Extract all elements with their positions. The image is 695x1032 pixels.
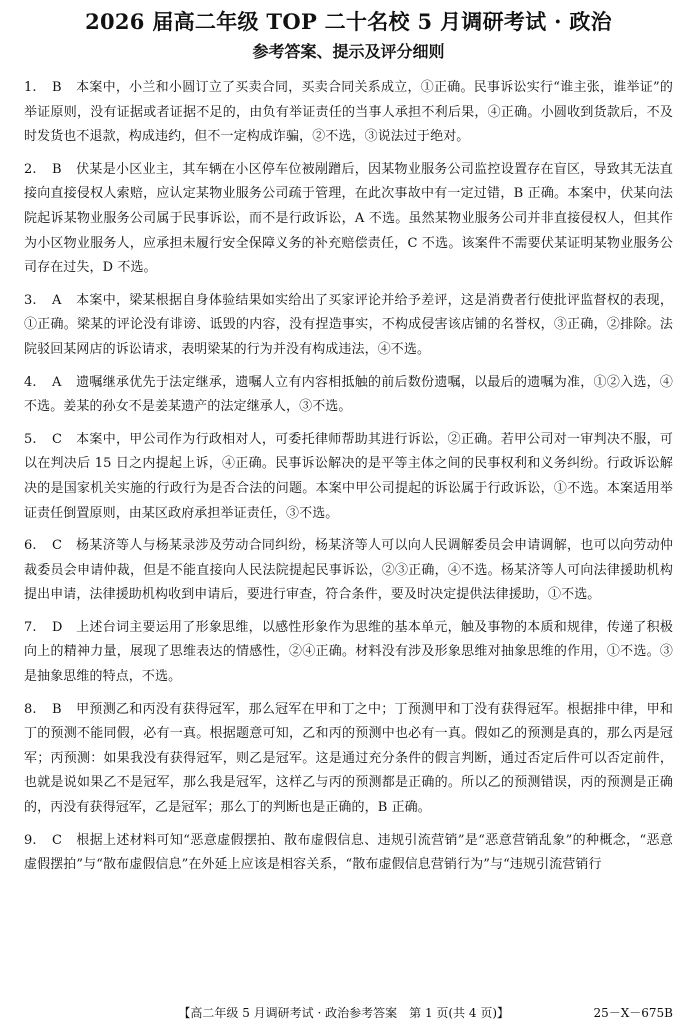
item-explanation: 上述台词主要运用了形象思维，以感性形象作为思维的基本单元，触及事物的本质和规律，传递了积极向上的精神力量，展现了思维表达的情感性，②④正确。材料没有涉及形象思维对抽象思维的作用，①不选。③是抽象思维的特点，不选。: [24, 619, 673, 685]
answer-item-5: [24, 428, 673, 526]
item-answer: C: [52, 832, 63, 848]
item-number: 5.: [24, 431, 37, 447]
footer-page-info: 【高二年级 5 月调研考试 · 政治参考答案 第 1 页(共 4 页)】: [178, 1006, 510, 1020]
item-explanation: 本案中，梁某根据自身体验结果如实给出了买家评论并给予差评，这是消费者行使批评监督权的表现，①正确。梁某的评论没有诽谤、诋毁的内容，没有捏造事实，不构成侵害该店铺的名誉权，③正确，②排除。法院驳回某网店的诉讼请求，表明梁某的行为并没有构成违法，④不选。: [24, 292, 673, 357]
item-number: 1.: [24, 80, 37, 95]
item-explanation: 甲预测乙和丙没有获得冠军，那么冠军在甲和丁之中；丁预测甲和丁没有获得冠军。根据排中律，甲和丁的预测不能同假，必有一真。根据题意可知，乙和丙的预测中也必有一真。假如乙的预测是真的，那么丙是冠军；丙预测：如果我没有获得冠军，则乙是冠军。这是通过充分条件的假言判断，通过否定后件可以否定前件，也就是说如果乙不是冠军，那么我是冠军，这样乙与丙的预测都是正确的。所以乙的预测错误，丙的预测是正确的，丙没有获得冠军，乙是冠军；那么丁的判断也是正确的，B 正确。: [24, 701, 673, 816]
item-number: 9.: [24, 832, 37, 848]
item-explanation: 遗嘱继承优先于法定继承，遗嘱人立有内容相抵触的前后数份遗嘱，以最后的遗嘱为准，①②入选，④不选。姜某的孙女不是姜某遗产的法定继承人，③不选。: [24, 374, 673, 415]
item-number: 4.: [24, 374, 37, 390]
answer-list: [24, 76, 673, 878]
item-number: 6.: [24, 538, 37, 554]
item-number: 7.: [24, 619, 37, 635]
item-answer: A: [52, 374, 62, 390]
item-explanation: 本案中，小兰和小圆订立了买卖合同，买卖合同关系成立，①正确。民事诉讼实行“谁主张，谁举证”的举证原则，没有证据或者证据不足的，由负有举证责任的当事人承担不利后果，④正确。小圆收到货款后，不及时发货也不退款，构成违约，但不一定构成诈骗，②不选，③说法过于绝对。: [24, 80, 673, 145]
item-answer: C: [52, 538, 63, 554]
item-answer: A: [52, 292, 62, 308]
answer-item-9: [24, 829, 673, 878]
footer-code: 25－X－675B: [593, 1006, 673, 1020]
item-answer: D: [52, 619, 63, 635]
answer-item-1: [24, 76, 673, 150]
item-number: 3.: [24, 292, 37, 308]
item-answer: C: [52, 431, 63, 447]
page-subtitle: 参考答案、提示及评分细则: [252, 42, 445, 61]
page-title: 2026 届高二年级 TOP 二十名校 5 月调研考试 · 政治: [85, 9, 612, 34]
answer-item-2: [24, 158, 673, 281]
item-explanation: 杨某济等人与杨某录涉及劳动合同纠纷，杨某济等人可以向人民调解委员会申请调解，也可以向劳动仲裁委员会申请仲裁，但是不能直接向人民法院提起民事诉讼，②③正确，④不选。杨某济等人可向法律援助机构提出申请，法律援助机构收到申请后，要进行审查，符合条件，要及时决定提供法律援助，①不选。: [24, 538, 673, 603]
item-number: 2.: [24, 161, 37, 177]
answer-item-8: [24, 698, 673, 821]
page-footer: [24, 1004, 673, 1022]
item-explanation: 根据上述材料可知“恶意虚假摆拍、散布虚假信息、违规引流营销”是“恶意营销乱象”的种概念，“恶意虚假摆拍”与“散布虚假信息”在外延上应该是相容关系，“散布虚假信息营销行为”与“违规引流营销行: [24, 832, 673, 873]
answer-item-7: [24, 616, 673, 690]
answer-item-3: [24, 289, 673, 363]
answer-item-4: [24, 371, 673, 420]
item-number: 8.: [24, 701, 37, 717]
item-explanation: 本案中，甲公司作为行政相对人，可委托律师帮助其进行诉讼，②正确。若甲公司对一审判决不服，可以在判决后 15 日之内提起上诉，④正确。民事诉讼解决的是平等主体之间的民事权利和义务纠纷。行政诉讼解决的是国家机关实施的行政行为是否合法的问题。本案中甲公司提起的诉讼属于行政诉讼，①不选。本案适用举证责任倒置原则，由某区政府承担举证责任，③不选。: [24, 431, 673, 521]
item-answer: B: [52, 161, 62, 177]
answer-item-6: [24, 534, 673, 608]
item-answer: B: [52, 80, 62, 95]
item-explanation: 伏某是小区业主，其车辆在小区停车位被剐蹭后，因某物业服务公司监控设置存在盲区，导致其无法直接向直接侵权人索赔，应认定某物业服务公司疏于管理，在此次事故中有一定过错，B 正确。本案中，伏某向法院起诉某物业服务公司属于民事诉讼，而不是行政诉讼，A 不选。虽然某物业服务公司并非直接侵权人，但其作为小区物业服务人，应承担未履行安全保障义务的补充赔偿责任，C 不选。该案件不需要伏某证明某物业服务公司存在过失，D 不选。: [24, 161, 673, 276]
item-answer: B: [52, 701, 62, 717]
